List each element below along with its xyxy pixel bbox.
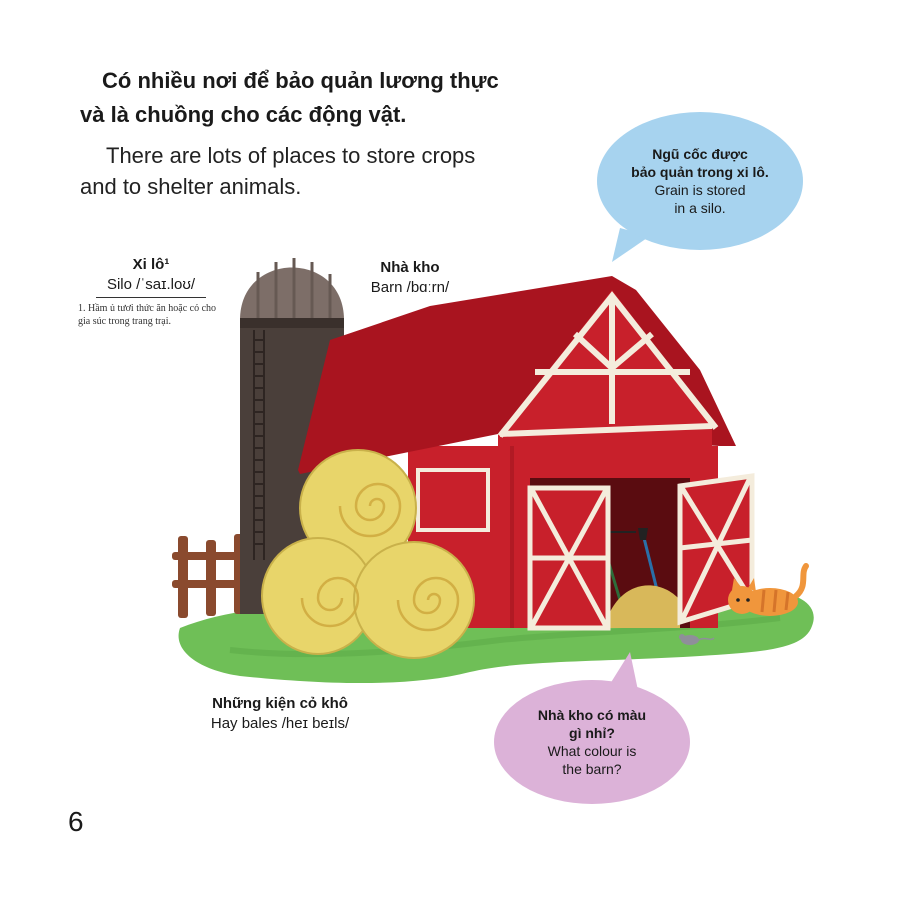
barn-label-en: Barn /bɑːrn/ (370, 279, 450, 296)
silo-label-vi: Xi lô¹ (132, 256, 170, 273)
silo-label-en: Silo /ˈsaɪ.loʊ/ (96, 275, 206, 298)
grain-bubble-en-line2: in a silo. (674, 200, 726, 216)
headline-en-line2: and to shelter animals. (80, 174, 302, 199)
headline-vietnamese (80, 64, 600, 132)
grain-bubble-vi-line1: Ngũ cốc được (652, 146, 748, 162)
hay-label-vi: Những kiện cỏ khô (212, 695, 348, 712)
grain-speech-bubble (597, 112, 803, 250)
headline-vi-line1: Có nhiều nơi để bảo quản lương thực (102, 68, 499, 93)
silo-label (96, 255, 206, 298)
silo-footnote: 1. Hầm ủ tươi thức ăn hoặc cỏ cho gia súc trong trang trại. (78, 303, 217, 327)
hay-label-en: Hay bales /heɪ beɪls/ (210, 715, 350, 732)
headline-en-line1: There are lots of places to store crops (106, 143, 476, 168)
question-speech-bubble (494, 680, 690, 804)
headline-vi-line2: và là chuồng cho các động vật. (80, 102, 407, 127)
hay-bales-label (180, 694, 380, 734)
barn-label-vi: Nhà kho (380, 259, 440, 276)
grain-bubble-en-line1: Grain is stored (654, 182, 746, 198)
question-bubble-en-line1: What colour is (547, 743, 637, 759)
barn-label (350, 258, 470, 298)
question-bubble-en-line2: the barn? (562, 761, 622, 777)
page-number: 6 (68, 806, 84, 837)
question-bubble-vi-line1: Nhà kho có màu (537, 707, 647, 723)
question-bubble-vi-line2: gì nhỉ? (569, 725, 615, 741)
headline-english (80, 140, 600, 202)
barn-door-left (530, 488, 608, 628)
grain-bubble-vi-line2: bảo quản trong xi lô. (631, 164, 769, 180)
